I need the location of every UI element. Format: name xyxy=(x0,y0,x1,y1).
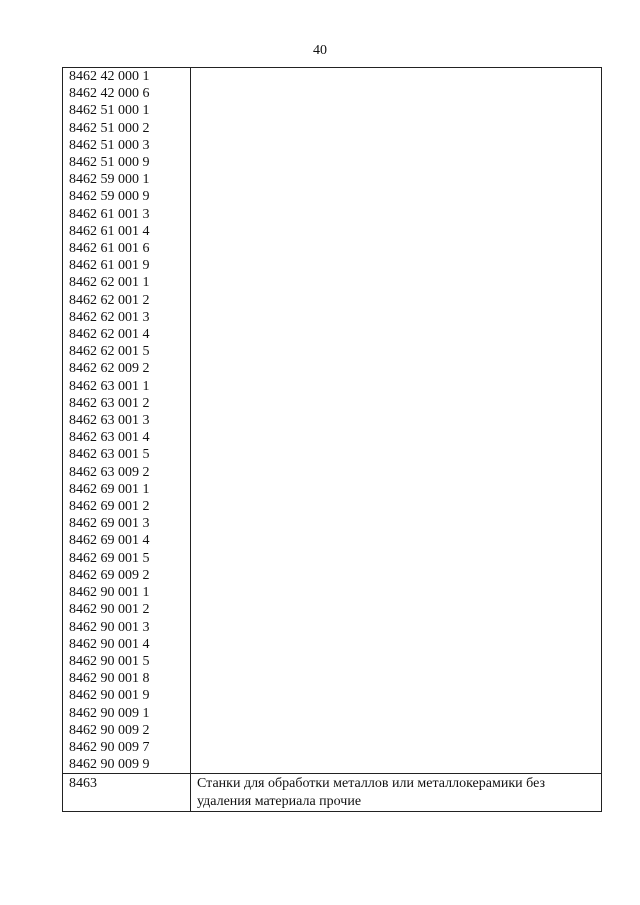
code-item: 8462 62 009 2 xyxy=(69,361,150,377)
code-item: 8462 90 001 1 xyxy=(69,585,150,601)
code-item: 8462 42 000 6 xyxy=(69,86,150,102)
table-row xyxy=(63,774,602,811)
code-item: 8462 90 001 9 xyxy=(69,688,150,704)
code-item: 8462 69 001 5 xyxy=(69,550,150,566)
code-item: 8462 63 001 2 xyxy=(69,395,150,411)
code-item: 8462 90 001 8 xyxy=(69,671,150,687)
page-number: 40 xyxy=(313,43,327,58)
code-item: 8462 51 000 9 xyxy=(69,155,150,171)
code-item: 8462 59 000 9 xyxy=(69,189,150,205)
code-item: 8462 61 001 9 xyxy=(69,258,150,274)
table-row xyxy=(63,68,602,774)
code-item: 8462 63 009 2 xyxy=(69,464,150,480)
code-item: 8462 90 001 5 xyxy=(69,653,150,669)
code-item: 8462 63 001 3 xyxy=(69,413,150,429)
code-item: 8462 69 009 2 xyxy=(69,567,150,583)
code-item: 8462 63 001 1 xyxy=(69,378,150,394)
code-item: 8462 90 009 7 xyxy=(69,739,150,755)
code-item: 8462 51 000 3 xyxy=(69,137,150,153)
code-item: 8462 90 001 4 xyxy=(69,636,150,652)
description-cell xyxy=(191,68,602,774)
code-item: 8462 69 001 1 xyxy=(69,481,150,497)
code-list-cell xyxy=(63,68,191,774)
code-item: 8462 42 000 1 xyxy=(69,69,150,84)
code-item: 8462 69 001 2 xyxy=(69,499,150,515)
code-item: 8462 51 000 1 xyxy=(69,103,150,119)
code-item: 8462 61 001 3 xyxy=(69,206,150,222)
code-item: 8462 90 009 1 xyxy=(69,705,150,721)
code-item: 8462 90 001 3 xyxy=(69,619,150,635)
code-item: 8462 62 001 4 xyxy=(69,327,150,343)
code-item: 8462 62 001 1 xyxy=(69,275,150,291)
code-item: 8462 62 001 2 xyxy=(69,292,150,308)
code-item: 8462 51 000 2 xyxy=(69,120,150,136)
code-item: 8462 69 001 3 xyxy=(69,516,150,532)
code-cell: 8463 xyxy=(63,774,191,811)
code-item: 8462 63 001 4 xyxy=(69,430,150,446)
code-item: 8462 63 001 5 xyxy=(69,447,150,463)
code-item: 8462 90 001 2 xyxy=(69,602,150,618)
code-item: 8462 69 001 4 xyxy=(69,533,150,549)
code-item: 8462 62 001 3 xyxy=(69,309,150,325)
codes-table xyxy=(62,67,602,812)
code-item: 8462 90 009 9 xyxy=(69,757,150,773)
code-item: 8462 59 000 1 xyxy=(69,172,150,188)
description-cell: Станки для обработки металлов или металлокерамики без удаления материала прочие xyxy=(191,774,602,811)
code-item: 8462 62 001 5 xyxy=(69,344,150,360)
code-item: 8462 61 001 6 xyxy=(69,241,150,257)
code-item: 8462 90 009 2 xyxy=(69,722,150,738)
code-item: 8462 61 001 4 xyxy=(69,223,150,239)
